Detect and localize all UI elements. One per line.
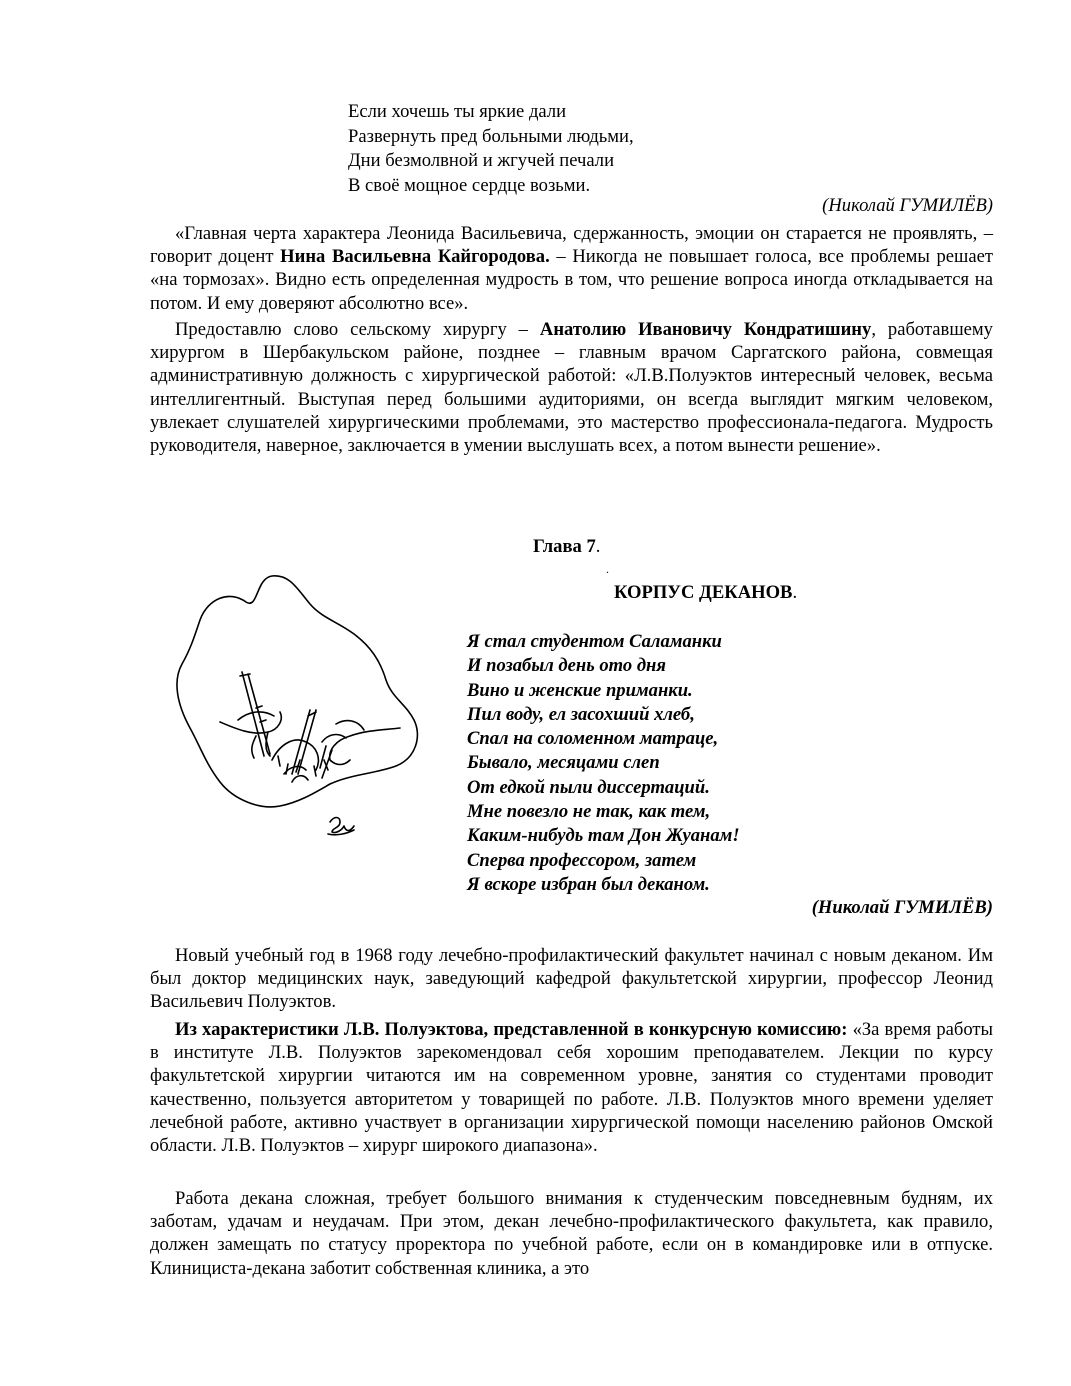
hand-left xyxy=(220,712,281,758)
chapter-dot: . xyxy=(595,536,601,557)
person-name: Нина Васильевна Кайгородова. xyxy=(280,246,550,268)
poem-line: Вино и женские приманки. xyxy=(467,679,693,701)
text: Предоставлю слово сельскому хирургу – xyxy=(175,319,540,340)
poem-line: Спал на соломенном матраце, xyxy=(467,728,719,750)
blob-outline xyxy=(177,576,417,807)
chapter-title xyxy=(614,582,797,604)
poem-line: Пил воду, ел засохший хлеб, xyxy=(467,703,695,725)
poem-line: Сперва профессором, затем xyxy=(467,849,697,871)
epigraph-attribution: (Николай ГУМИЛЁВ) xyxy=(822,195,993,216)
text: Новый учебный год в 1968 году лечебно-профилактический факультет начинал с новым деканом. Им был доктор медицинских наук, заведующий кафедрой факультетской хирургии, профессор Леонид Васильевич Полуэктов. xyxy=(150,945,993,1013)
text: , работавшему хирургом в Шербакульском районе, позднее – главным врачом Саргатского района, совмещая административную должность с хирургической работой: «Л.В.Полуэктов интересный человек, весьма интеллигентный. Выступая перед большими аудиториями, он всегда выглядит мягким человеком, увлекает слушателей хирургическими проблемами, это мастерство профессионала-педагога. Мудрость руководителя, наверное, заключается в умении выслушать всех, а потом вынести решение». xyxy=(150,319,993,457)
hand-right xyxy=(320,721,400,778)
chapter-poem-attribution: (Николай ГУМИЛЁВ) xyxy=(811,897,993,918)
text: «За время работы в институте Л.В. Полуэктов зарекомендовал себя хорошим преподавателем. Лекции по курсу факультетской хирургии читаются им на современном уровне, занятия со студентами проводит качественно, пользуется авторитетом у товарищей по работе. Л.В. Полуэктов много времени уделяет лечебной работе, активно участвует в организации хирургической помощи населению районов Омской области. Л.В. Полуэктов – хирург широкого диапазона». xyxy=(150,1019,993,1157)
chapter-poem xyxy=(467,630,740,897)
poem-line: Каким-нибудь там Дон Жуанам! xyxy=(467,825,740,847)
chapter-heading xyxy=(533,536,600,558)
text: «Главная черта характера Леонида Васильевича, сдержанность, эмоции он старается не проявлять, – говорит доцент xyxy=(150,223,993,268)
text: Работа декана сложная, требует большого внимания к студенческим повседневным будням, их заботам, удачам и неудачам. При этом, декан лечебно-профилактического факультета, как правило, должен замещать по статусу проректора по учебной работе, если он в командировке или в отпуске. Клинициста-декана заботит собственная клиника, а это xyxy=(150,1188,993,1279)
poem-line: От едкой пыли диссертаций. xyxy=(467,776,710,798)
paragraph-kondratishin xyxy=(150,318,993,457)
text: – Никогда не повышает голоса, все проблемы решает «на тормозах». Видно есть определенная мудрость в том, что решение вопроса иногда откладывается на потом. И ему доверяют абсолютно все». xyxy=(150,246,993,314)
paragraph-new-dean xyxy=(150,944,993,1014)
paragraph-dean-work xyxy=(150,1187,993,1280)
person-name: Анатолию Ивановичу Кондратишину xyxy=(539,319,872,340)
poem-line: Развернуть пред больными людьми, xyxy=(348,125,634,147)
stray-mark: . xyxy=(606,562,609,576)
bold-lead: Из характеристики Л.В. Полуэктова, представленной в конкурсную комиссию: xyxy=(175,1019,848,1040)
chapter-title-dot: . xyxy=(792,582,798,603)
paragraph-kaigorodova xyxy=(150,222,993,315)
poem-line: Я вскоре избран был деканом. xyxy=(467,873,710,895)
paragraph-characteristic xyxy=(150,1018,993,1157)
poem-line: Если хочешь ты яркие дали xyxy=(348,101,567,122)
poem-line: Бывало, месяцами слеп xyxy=(467,752,660,774)
forceps-center xyxy=(292,710,316,774)
poem-line: И позабыл день ото дня xyxy=(467,655,666,677)
poem-line: В своё мощное сердце возьми. xyxy=(348,174,591,196)
chapter-label: Глава 7 xyxy=(533,536,596,557)
poem-line: Дни безмолвной и жгучей печали xyxy=(348,150,615,171)
poem-line: Я стал студентом Саламанки xyxy=(467,631,722,652)
poem-line: Мне повезло не так, как тем, xyxy=(467,801,711,823)
chapter-title-text: КОРПУС ДЕКАНОВ xyxy=(614,582,793,603)
epigraph-poem xyxy=(348,100,634,198)
surgery-hands-illustration xyxy=(160,560,430,860)
